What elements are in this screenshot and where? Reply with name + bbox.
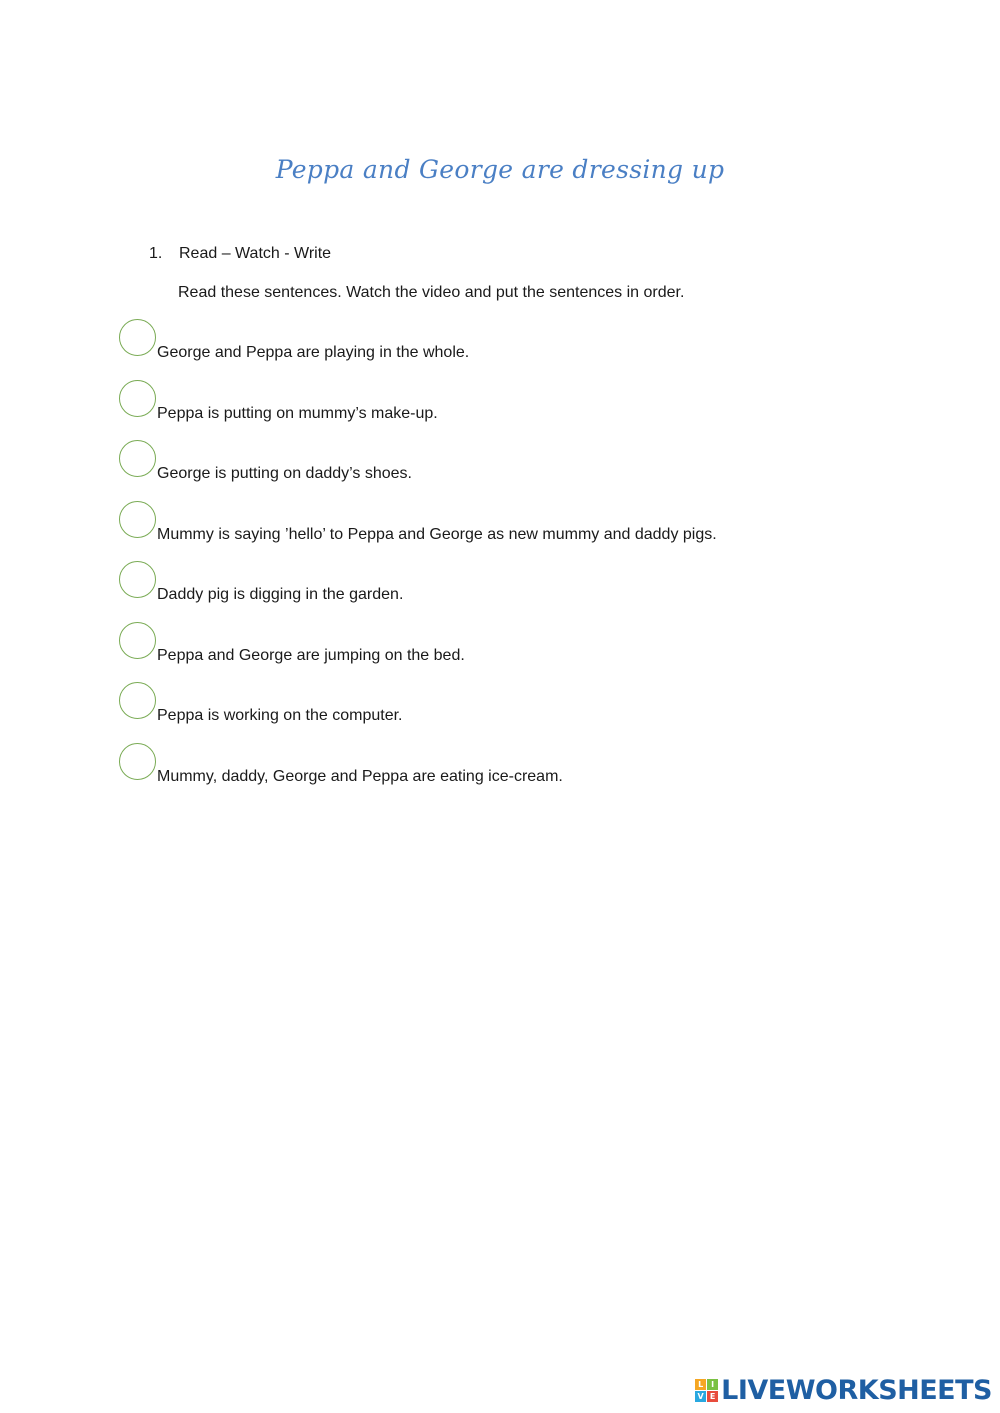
liveworksheets-logo-icon (695, 1379, 718, 1402)
instructions: Read these sentences. Watch the video and put the sentences in order. (178, 284, 685, 301)
sentence-text: George and Peppa are playing in the whole. (157, 344, 470, 361)
liveworksheets-logo (695, 1375, 992, 1406)
logo-mark-letter: L (695, 1379, 706, 1390)
order-answer-circle[interactable] (119, 501, 156, 538)
sentence-text: Peppa is putting on mummy’s make-up. (157, 404, 438, 422)
section-heading-text: Read – Watch - Write (179, 245, 332, 262)
section-number: 1. (149, 245, 163, 262)
order-answer-circle[interactable] (119, 622, 156, 659)
logo-mark-letter: V (695, 1391, 706, 1402)
order-answer-circle[interactable] (119, 682, 156, 719)
order-answer-circle[interactable] (119, 319, 156, 356)
order-answer-circle[interactable] (119, 743, 156, 780)
logo-text: LIVEWORKSHEETS (721, 1375, 992, 1406)
sentence-text: Mummy, daddy, George and Peppa are eating ice-cream. (157, 767, 563, 785)
section-heading (149, 245, 331, 263)
order-answer-circle[interactable] (119, 380, 156, 417)
order-answer-circle[interactable] (119, 561, 156, 598)
logo-mark-letter: E (707, 1391, 718, 1402)
order-answer-circle[interactable] (119, 440, 156, 477)
logo-mark-letter: I (707, 1379, 718, 1390)
sentence-text: George is putting on daddy’s shoes. (157, 465, 412, 482)
sentence-text: Mummy is saying ’hello’ to Peppa and George as new mummy and daddy pigs. (157, 525, 717, 543)
worksheet-title: Peppa and George are dressing up (275, 155, 725, 184)
sentence-text: Peppa and George are jumping on the bed. (157, 646, 465, 664)
sentence-text: Peppa is working on the computer. (157, 707, 403, 724)
sentence-text: Daddy pig is digging in the garden. (157, 586, 404, 603)
